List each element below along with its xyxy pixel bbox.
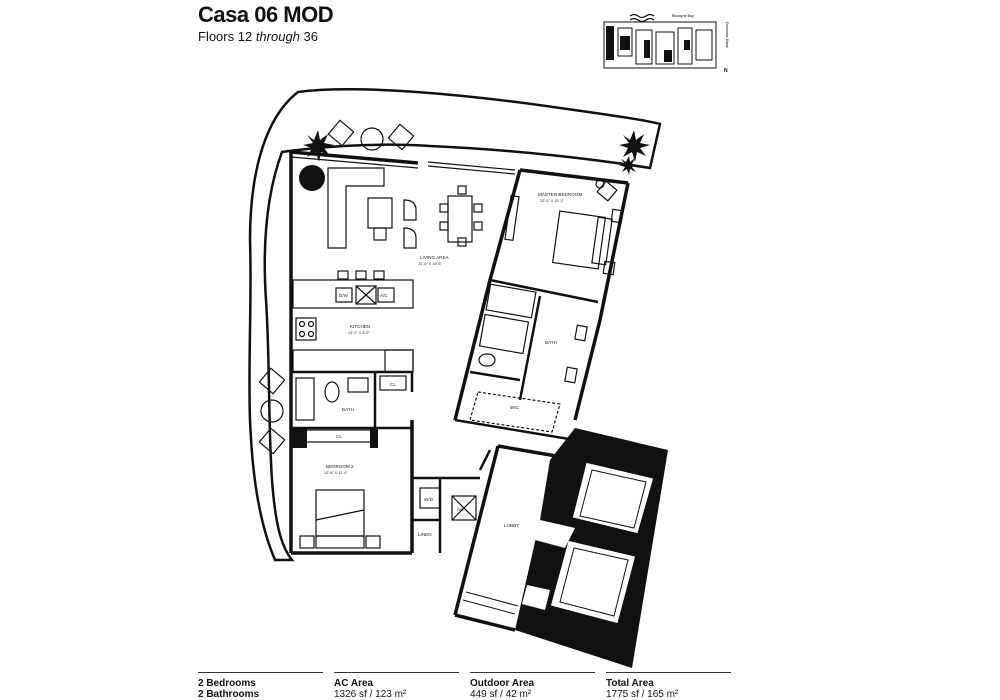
page-title: Casa 06 MOD bbox=[198, 2, 334, 27]
lobby-glazing bbox=[463, 592, 518, 614]
bathrooms-count: 2 Bathrooms bbox=[198, 689, 260, 700]
floors-through: through bbox=[255, 29, 300, 44]
water-waves-icon bbox=[630, 15, 654, 22]
master-bedroom-dims: 12'-0" X 15'-2" bbox=[540, 199, 564, 203]
keymap-label-top: Biscayne Bay bbox=[672, 14, 694, 18]
living-side-table bbox=[299, 165, 325, 191]
wic-label: WIC bbox=[510, 405, 519, 410]
floor-plan bbox=[190, 80, 700, 670]
dw-label: D/W bbox=[339, 293, 348, 298]
total-area-label: Total Area bbox=[606, 678, 654, 689]
bedroom-2-label: BEDROOM 2 bbox=[326, 464, 354, 469]
kitchen-dims: 13'-0" X 8'-5" bbox=[348, 331, 370, 335]
keymap-label-side: Downtown Miami bbox=[725, 22, 729, 48]
ac-hall-label: A/C bbox=[457, 507, 465, 512]
wd-label: W/D bbox=[424, 497, 433, 502]
ac-area-summary bbox=[334, 672, 459, 700]
cl-2-label: CL bbox=[336, 434, 342, 439]
cl-1-label: CL bbox=[390, 382, 396, 387]
bed-bath-summary bbox=[198, 672, 323, 700]
floors-suffix: 36 bbox=[299, 29, 318, 44]
north-indicator: N bbox=[724, 68, 728, 74]
master-bedroom-furniture bbox=[505, 196, 623, 275]
total-area-summary bbox=[606, 672, 731, 700]
bedroom-2-furniture bbox=[300, 490, 380, 548]
outdoor-area-value: 449 sf / 42 m² bbox=[470, 689, 532, 700]
ac-area-label: AC Area bbox=[334, 678, 374, 689]
master-bedroom-label: MASTER BEDROOM bbox=[538, 192, 583, 197]
outdoor-area-label: Outdoor Area bbox=[470, 678, 535, 689]
lobby-label: LOBBY bbox=[504, 523, 520, 528]
wall-column bbox=[291, 428, 307, 448]
ac-area-value: 1326 sf / 123 m² bbox=[334, 689, 407, 700]
floors-prefix: Floors 12 bbox=[198, 29, 256, 44]
window-glazing bbox=[291, 157, 515, 174]
wall-column-2 bbox=[370, 428, 378, 448]
ac-kitchen-label: A/C bbox=[380, 293, 388, 298]
outdoor-area-summary bbox=[470, 672, 595, 700]
unit-summary bbox=[198, 672, 738, 700]
kitchen-label: KITCHEN bbox=[350, 324, 371, 329]
living-furniture bbox=[328, 168, 482, 248]
laundry-fixtures bbox=[420, 488, 476, 520]
bar-stools bbox=[338, 271, 384, 279]
total-area-value: 1775 sf / 165 m² bbox=[606, 689, 679, 700]
master-bath-label: BATH bbox=[545, 340, 557, 345]
keymap-buildings bbox=[606, 26, 712, 64]
elevator-core bbox=[515, 428, 668, 668]
bedroom-2-dims: 12'-8" X 11'-0" bbox=[324, 471, 348, 475]
bath-2-label: BATH bbox=[342, 407, 354, 412]
linen-label: LINEN bbox=[418, 532, 432, 537]
living-area-label: LIVING AREA bbox=[420, 255, 449, 260]
bedrooms-count: 2 Bedrooms bbox=[198, 678, 256, 689]
living-area-dims: 23'-6" X 15'-6" bbox=[418, 262, 442, 266]
floors-subtitle bbox=[198, 29, 318, 44]
key-plan bbox=[600, 10, 740, 76]
